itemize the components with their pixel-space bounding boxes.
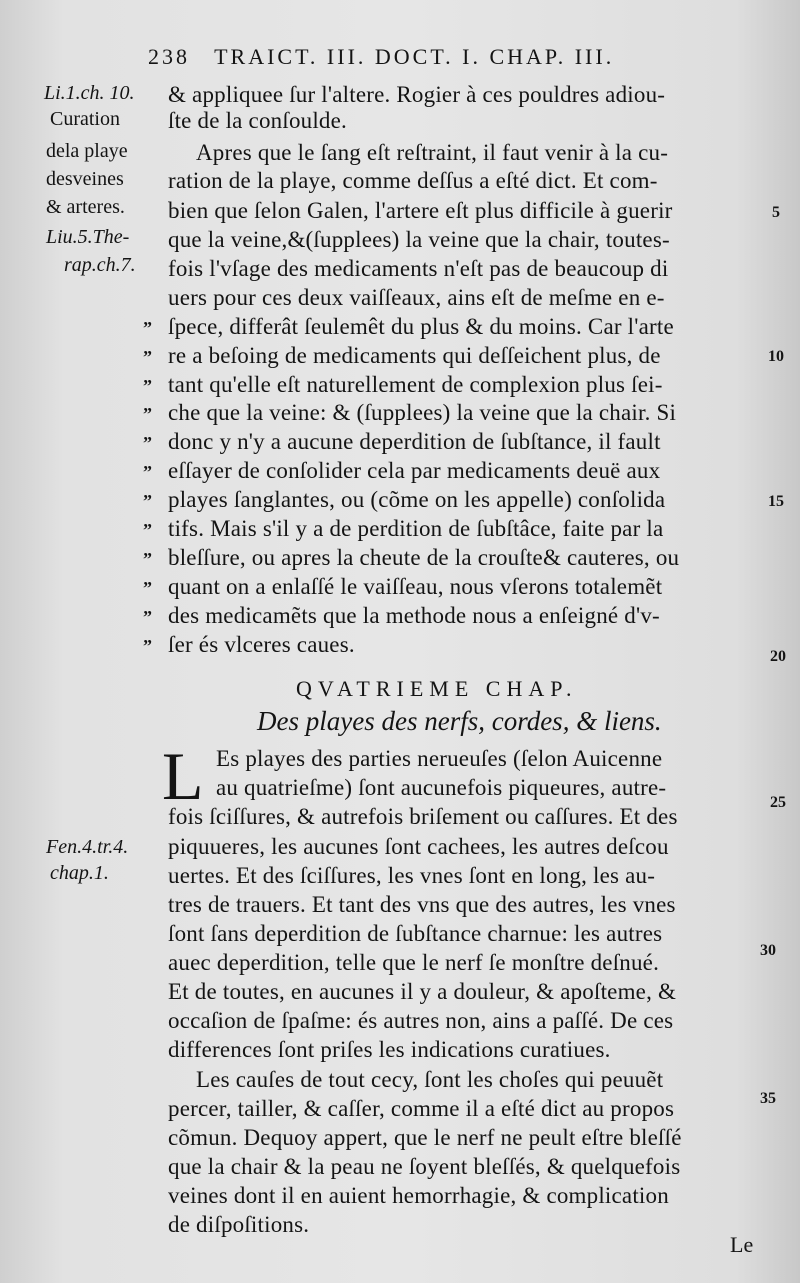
text-line: percer, tailler, & caſſer, comme il a eſté dict au propos	[168, 1096, 675, 1121]
margin-note: rap.ch.7.	[64, 254, 136, 276]
text-line: auec deperdition, telle que le nerf ſe monſtre deſnué.	[168, 950, 660, 975]
text-line: quant on a enlaſſé le vaiſſeau, nous vſerons totalemẽt	[168, 574, 663, 599]
text-line: ſte de la conſoulde.	[168, 108, 347, 133]
text-line: differences ſont priſes les indications curatiues.	[168, 1037, 611, 1062]
text-line: ſont ſans deperdition de ſubſtance charnue: les autres	[168, 921, 663, 946]
quote-mark: ”	[143, 520, 152, 540]
line-number: 10	[768, 348, 784, 365]
text-line: au quatrieſme) ſont aucunefois piqueures, autre-	[216, 775, 667, 800]
quote-mark: ”	[143, 462, 152, 482]
text-line: playes ſanglantes, ou (cõme on les appelle) conſolida	[168, 487, 666, 512]
quote-mark: ”	[143, 607, 152, 627]
quote-mark: ”	[143, 491, 152, 511]
quote-mark: ”	[143, 376, 152, 396]
line-number: 15	[768, 493, 784, 510]
margin-note: dela playe	[46, 140, 128, 162]
quote-mark: ”	[143, 404, 152, 424]
text-line: ration de la playe, comme deſſus a eſté dict. Et com-	[168, 168, 658, 193]
quote-mark: ”	[143, 549, 152, 569]
text-line: veines dont il en auient hemorrhagie, & complication	[168, 1183, 669, 1208]
quote-mark: ”	[143, 578, 152, 598]
margin-note: Liu.5.The-	[46, 226, 130, 248]
text-line: Les cauſes de tout cecy, ſont les choſes qui peuuẽt	[196, 1067, 664, 1092]
text-line: tres de trauers. Et tant des vns que des autres, les vnes	[168, 892, 676, 917]
margin-note: & arteres.	[46, 196, 125, 218]
line-number: 35	[760, 1090, 776, 1107]
line-number: 30	[760, 942, 776, 959]
margin-note: Li.1.ch. 10.	[44, 82, 135, 104]
text-line: eſſayer de conſolider cela par medicaments deuë aux	[168, 458, 661, 483]
text-line: re a beſoing de medicaments qui deſſeichent plus, de	[168, 343, 661, 368]
text-line: uers pour ces deux vaiſſeaux, ains eſt de meſme en e-	[168, 285, 665, 310]
text-line: piquueres, les aucunes ſont cachees, les autres deſcou	[168, 834, 669, 859]
text-line: che que la veine: & (ſupplees) la veine que la chair. Si	[168, 400, 677, 425]
catchword: Le	[730, 1232, 754, 1257]
quote-mark: ”	[143, 433, 152, 453]
running-header	[148, 44, 748, 76]
text-line: que la veine,&(ſupplees) la veine que la chair, toutes-	[168, 227, 670, 252]
page-number: 238	[148, 44, 190, 69]
text-line: occaſion de ſpaſme: és autres non, ains a paſſé. De ces	[168, 1008, 674, 1033]
text-line: Apres que le ſang eſt reſtraint, il faut venir à la cu-	[196, 140, 669, 165]
text-line: fois l'vſage des medicaments n'eſt pas de beaucoup di	[168, 256, 669, 281]
text-line: Et de toutes, en aucunes il y a douleur, & apoſteme, &	[168, 979, 677, 1004]
margin-note: desveines	[46, 168, 124, 190]
margin-note: Curation	[50, 108, 120, 130]
text-line: tant qu'elle eſt naturellement de complexion plus ſei-	[168, 372, 663, 397]
line-number: 20	[770, 648, 786, 665]
text-line: ſpece, differât ſeulemêt du plus & du moins. Car l'arte	[168, 314, 674, 339]
line-number: 25	[770, 794, 786, 811]
quote-mark: ”	[143, 636, 152, 656]
text-line: bien que ſelon Galen, l'artere eſt plus difficile à guerir	[168, 198, 673, 223]
running-title: TRAICT. III. DOCT. I. CHAP. III.	[214, 44, 615, 69]
text-line: tifs. Mais s'il y a de perdition de ſubſtâce, faite par la	[168, 516, 664, 541]
chapter-subtitle: Des playes des nerfs, cordes, & liens.	[257, 706, 662, 736]
text-line: bleſſure, ou apres la cheute de la crouſte& cauteres, ou	[168, 545, 680, 570]
drop-cap: L	[162, 738, 204, 814]
quote-mark: ”	[143, 318, 152, 338]
chapter-heading: QVATRIEME CHAP.	[296, 676, 578, 701]
line-number: 5	[772, 204, 780, 221]
text-line: & appliquee ſur l'altere. Rogier à ces pouldres adiou-	[168, 82, 666, 107]
text-line: Es playes des parties nerueuſes (ſelon Auicenne	[216, 746, 663, 771]
text-line: uertes. Et des ſciſſures, les vnes ſont en long, les au-	[168, 863, 656, 888]
text-line: cõmun. Dequoy appert, que le nerf ne peult eſtre bleſſé	[168, 1125, 682, 1150]
text-line: ſer és vlceres caues.	[168, 632, 355, 657]
text-line: donc y n'y a aucune deperdition de ſubſtance, il fault	[168, 429, 661, 454]
text-line: fois ſciſſures, & autrefois briſement ou caſſures. Et des	[168, 804, 678, 829]
quote-mark: ”	[143, 347, 152, 367]
margin-note: Fen.4.tr.4.	[46, 836, 129, 858]
text-line: que la chair & la peau ne ſoyent bleſſés, & quelquefois	[168, 1154, 681, 1179]
text-line: de diſpoſitions.	[168, 1212, 310, 1237]
text-line: des medicamẽts que la methode nous a enſeigné d'v-	[168, 603, 660, 628]
margin-note: chap.1.	[50, 862, 109, 884]
